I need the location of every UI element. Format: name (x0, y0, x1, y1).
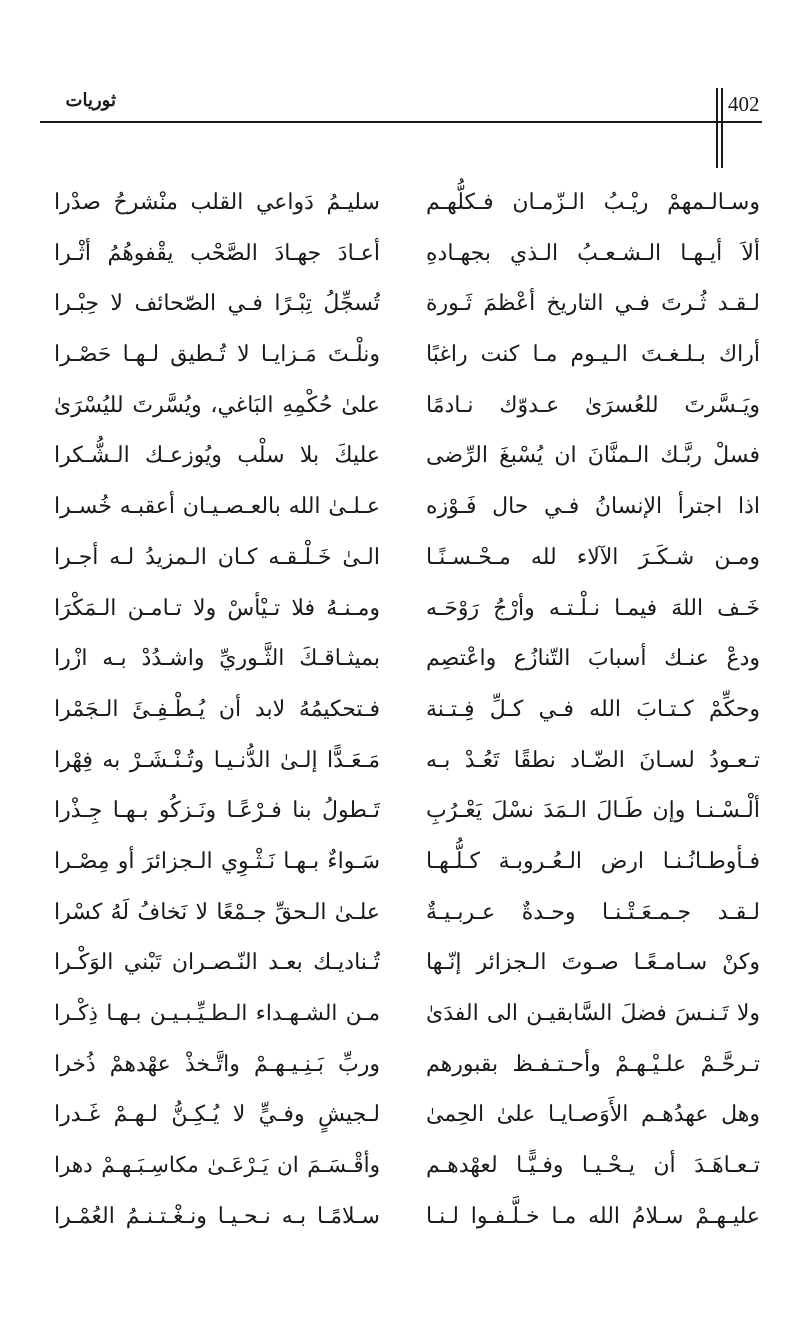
verse-line: عليـهـمْ سـلامُ الله مـا خـلَّـفـوا لـنـا (426, 1203, 760, 1229)
verse-line: فـتحكيمُهُ لابد أن يُـطْـفِـئَ الـجَمْرا (54, 696, 380, 722)
verse-line: ودعْ عنـك أسبابَ التّنازُع واعْتصِم (426, 646, 760, 672)
verse-line: وكنْ سـامـعًـا صـوتَ الـجزائر إنّـها (426, 950, 760, 976)
verse-line: سَـواءٌ بـهـا نَـثْـوِي الـجزائرَ أو مِصْـرا (54, 848, 380, 874)
poem-left-column (54, 178, 380, 1242)
verse-line: ألْـسْـنـا وإن طَـالَ الـمَدَ نسْلَ يَعْـرُبِ (426, 798, 760, 824)
verse-line: فسلْ ربَّـك الـمنَّانَ ان يُسْبغَ الرِّضى (426, 443, 760, 469)
verse-line: ويَـسَّرتَ للعُسرَىٰ عـدوّك نـادمًا (426, 392, 760, 418)
header-rule (40, 121, 762, 123)
verse-line: تـعـودُ لسـانَ الضّـاد نطقًا تَعُـدْ بـه (426, 747, 760, 773)
verse-line: ونلْـتَ مَـزايـا لا تُـطيق لـهـا حَصْـرا (54, 342, 380, 368)
verse-line: علـىٰ الـحقِّ جـمْعًا لا نَخافُ لَهُ كسْرا (54, 899, 380, 925)
verse-line: ألاَ أيـهـا الـشـعـبُ الـذي بجهـادهِ (426, 240, 760, 266)
verse-line: علىٰ حُكْمِهِ البَاغي، ويُسَّرتَ لليُسْرَىٰ (54, 392, 380, 418)
verse-line: وهل عهدُهـم الأَوَصـايـا علىٰ الحِمىٰ (426, 1102, 760, 1128)
verse-line: وسـالـمهمْ ريْـبُ الـزّمـان فـكلُّهـم (426, 190, 760, 215)
verse-line: بميثـاقـكَ الثَّـوريِّ واشـدُدْ بـه ازْرا (54, 646, 380, 672)
page-number-vertical-rule-outer (716, 88, 718, 168)
verse-line: تُسجِّلُ تِبْـرًا فـي الصّحائف لا حِبْـرا (54, 291, 380, 317)
verse-line: ومـن شـكَـرَ الآلاء لله مـحْـسـنًـا (426, 544, 760, 570)
verse-line: خَـف اللهَ فيمـا نـلْـتـه وأرْجُ رَوْحَـه (426, 595, 760, 621)
verse-line: اذا اجترأ الإنسانُ فـي حال فَـوْزه (426, 494, 760, 520)
verse-line: مـن الشـهـداء الـطـيِّـبـيـن بـهـا ذِكْـرا (54, 1001, 380, 1026)
verse-line: تـرحَّـمْ علـيْـهـمْ وأحـتـفـظ بقبورهم (426, 1051, 760, 1077)
verse-line: تُـناديـك بعـد النّـصـران تَبْني الوَكْـرا (54, 950, 380, 976)
verse-line: عـلـىٰ الله بالعـصـيـان أعقبـه خُسـرا (54, 494, 380, 520)
verse-line: فـأوطـانُـنـا ارض الـعُـروبـة كـلُّـهـا (426, 848, 760, 874)
verse-line: الـىٰ خَـلْـقـه كـان الـمزيدُ لـه أجـرا (54, 544, 380, 570)
verse-line: أراك بـلـغـتَ الـيـوم مـا كنت راغبًا (426, 342, 760, 368)
verse-line: لـقـد ثُـرتَ فـي التاريخ أعْظمَ ثَـورة (426, 291, 760, 317)
verse-line: مَـعَـدًّا إلـىٰ الدُّنـيـا وتُـنْـشَـرْ به فِهْرا (54, 747, 380, 773)
verse-line: ولا تَـنـسَ فضلَ السَّابقيـن الى الفدَىٰ (426, 1001, 760, 1026)
running-header-title: ثوريات (65, 90, 116, 111)
verse-line: وأقْـسَـمَ ان يَـرْعَـىٰ مكاسِـبَـهـمْ دهرا (54, 1153, 380, 1179)
verse-line: سـلامًـا بـه نـحـيـا ونـغْـتـنـمُ العُمْـرا (54, 1203, 380, 1229)
page-number: 402 (728, 92, 760, 116)
verse-line: وربِّ بَـنِـيـهـمْ واتَّـخذْ عهْدهمْ ذُخرا (54, 1051, 380, 1077)
verse-line: ومـنـهُ فلا تـيْأسْ ولا تـامـن الـمَكْرَا (54, 595, 380, 621)
verse-line: أعـادَ جهـادَ الصَّحْب يقْفوهُمُ أثْـرا (54, 240, 380, 266)
verse-line: لـجيشٍ وفـيٍّ لا يُـكِـنُّ لـهـمْ غَـدرا (54, 1102, 380, 1128)
page-number-vertical-rule-inner (721, 88, 723, 168)
verse-line: سليـمُ دَواعي القلب منْشرحُ صدْرا (54, 190, 380, 215)
verse-line: تـعـاهَـدَ أن يـحْـيـا وفـيًّـا لعهْدهـم (426, 1153, 760, 1179)
verse-line: وحكِّمْ كـتـابَ الله فـي كـلِّ فِـتـنة (426, 696, 760, 722)
verse-line: عليكَ بلا سلْب ويُوزعـك الـشُّـكرا (54, 443, 380, 469)
poem-right-column (426, 178, 760, 1242)
verse-line: لـقـد جـمـعَـتْـنـا وحـدةٌ عـربـيـةٌ (426, 899, 760, 925)
verse-line: تَـطولُ بنا فـرْعًـا ونَـزكُو بـهـا جِـذْرا (54, 798, 380, 824)
